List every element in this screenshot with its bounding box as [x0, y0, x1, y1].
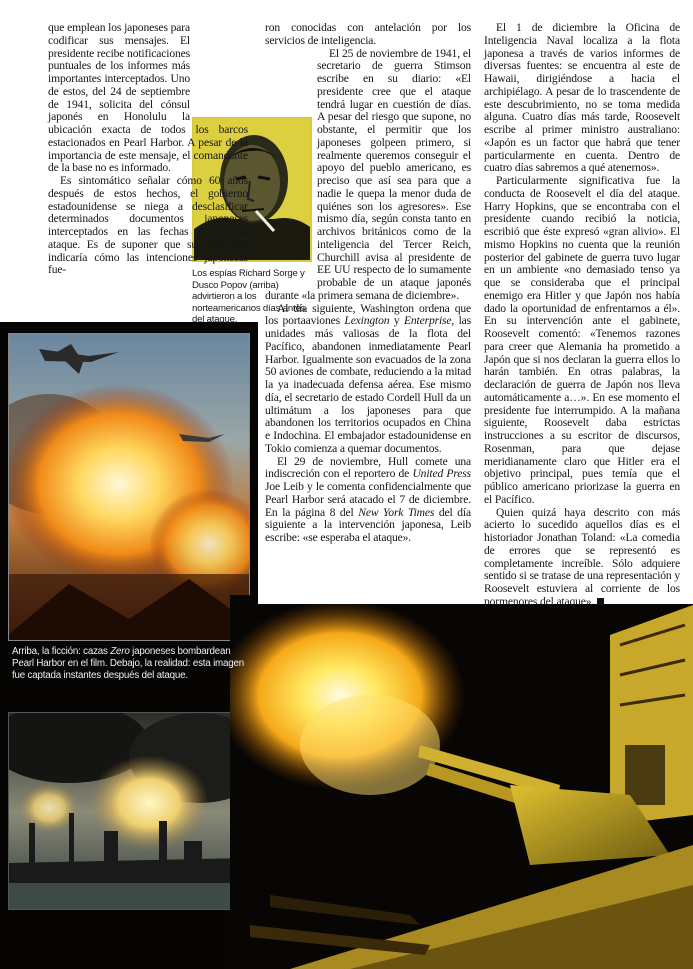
col3-p3-text: Quien quizá haya descrito con más acierto lo sucedido aquellos días es el historiador Jonathan Toland: «La comedia de errores que se representó es completamente increíble. Sólo adquiere sentido si se tratase de una representación y Roosevelt estuviera al corriente de los pormenores del ataque».: [484, 505, 680, 608]
article-column-3: [484, 22, 680, 609]
col2-p4-a: El 29 de noviembre, Hull comete una indiscreción con el reportero de: [265, 454, 471, 481]
col2-p3-a: Al día siguiente, Washington ordena que los portaaviones: [265, 301, 471, 328]
end-of-article-mark: [597, 598, 604, 605]
portrait-wrap-spacer: [190, 92, 248, 122]
col2-p4-b: Joe Leib y le comenta confidencialmente que Pearl Harbor será atacado el 7 de diciembre. En la página 8 del: [265, 480, 471, 519]
portrait-caption: Los espías Richard Sorge y Dusco Popov (arriba) advirtieron a los norteamericanos días antes del ataque.: [192, 268, 306, 326]
col3-paragraph-2: Particularmente significativa fue la conducta de Roosevelt el día del ataque. Harry Hopkins, que se encontraba con el presidente cuando recibió la noticia, escribió que éste expresó «gran alivio». El mismo Hopkins no cuenta que la reunión posterior del gabinete de guerra tuvo lugar en un ambiente «no demasiado tenso ya que se consideraba que el principal enemigo era Hitler y que Japón nos había dado la oportunidad de enfrentarnos a él». En su intervención ante el gabinete, Roosevelt comentó: «Tenemos razones para creer que Alemania ha prometido a Japón que si nos declaran la guerra ellos lo harán también. En otras palabras, la declaración de guerra de Japón nos lleva automáticamente a…». En ese momento el presidente fue interrumpido. A la mañana siguiente, Roosevelt daba estrictas instrucciones a su escritor de discursos, Rosenman, para que dejase meridianamente claro que Hitler era el objetivo principal, pues temía que el público americano priorizase la guerra en el Pacífico.: [484, 174, 680, 506]
col2-paragraph-1: ron conocidas con antelación por los servicios de inteligencia.: [265, 21, 471, 47]
photos-caption-italic: Zero: [110, 646, 130, 657]
attack-aftermath-photo: [8, 712, 250, 910]
photos-caption-b: japoneses bombardean Pearl Harbor en el film. Debajo, la realidad: esta imagen fue captada instantes después del ataque.: [12, 646, 245, 681]
col2-paragraph-2: [265, 48, 471, 303]
col2-p4-united-press: United Press: [412, 467, 471, 481]
battleship-firing-photo: [230, 595, 693, 969]
col2-p3-enterprise: Enterprise: [403, 314, 452, 328]
portrait-wrap-spacer-2: [265, 86, 317, 278]
col2-p2-text: El 25 de noviembre de 1941, el secretario de guerra Stimson escribe en su diario: «El presidente cree que el ataque tendrá lugar en cuestión de días. A pesar del riesgo que supone, no obstante, el permitir que los japoneses golpeen primero, si realmente queremos conseguir el apoyo del pueblo americano, es preciso que así sea para que a nadie le quepa la menor duda de quiénes son los agresores». Ese mismo día, según consta tanto en archivos británicos como de la inteligencia del Tercer Reich, Churchill avisa al presidente de EE UU respecto de lo sumamente probable de un ataque japonés durante «la primera semana de diciembre».: [265, 46, 471, 302]
photos-caption: [12, 646, 248, 681]
col2-p4-c: del día siguiente a la intervención japonesa, Leib escribe: «se esperaba el ataque».: [265, 505, 471, 544]
col1-paragraph-1: [48, 22, 248, 175]
col2-p3-lexington: Lexington: [344, 314, 390, 328]
film-still-photo: [8, 333, 250, 641]
photos-caption-a: Arriba, la ficción: cazas: [12, 646, 111, 657]
col1-p1-text: que emplean los japoneses para codificar sus mensajes. El presidente recibe notificaciones puntuales de los informes más importantes interceptados. Uno de estos, del 24 de septiembre de 1941, solicita del cónsul japonés en Honolulu la ubicación exacta de todos los barcos estacionados en Pearl Harbor. A pesar de la importancia de este mensaje, el comandante de la base no es informado.: [48, 21, 248, 175]
col2-p3-b: y: [389, 314, 404, 328]
col3-paragraph-3: [484, 507, 680, 609]
article-column-1: [48, 22, 248, 277]
col3-paragraph-1: El 1 de diciembre la Oficina de Inteligencia Naval localiza a la flota japonesa a través de varios informes de diversas fuentes: se encuentra al este de Hawaii, dirigiéndose a hacia el archipiélago. A pesar de lo trascendente de este descubrimiento, no se toma medida alguna. Cuatro días más tarde, Roosevelt escribe al primer ministro australiano: «Japón es un factor que habrá que tener particularmente en cuenta. Dentro de cuatro días sabremos a qué atenernos».: [484, 21, 680, 175]
col2-p4-nyt: New York Times: [358, 505, 435, 519]
col2-paragraph-4: [265, 456, 471, 545]
col2-paragraph-3: [265, 303, 471, 456]
col2-p3-c: , las unidades más valiosas de la flota del Pacífico, abandonen inmediatamente Pearl Harbor. Igualmente son evacuados de la zona 50 aviones de combate, reduciendo a la mitad la ya inadecuada defensa aérea. Ese mismo día, el secretario de estado Cordell Hull da un ultimátum a los japoneses para que abandonen los territorios ocupados en China e Indochina. El embajador estadounidense en Tokio comienza a quemar documentos.: [265, 314, 471, 455]
col1-paragraph-2: Es sintomático señalar cómo 60 años después de estos hechos, el gobierno estadounidense se niega a desclasificar determinados documentos japoneses interceptados en las fechas previas al ataque. Es de suponer que su contenido indicaría cómo las intenciones japonesas fue-: [48, 174, 248, 277]
article-column-2: [265, 22, 471, 545]
